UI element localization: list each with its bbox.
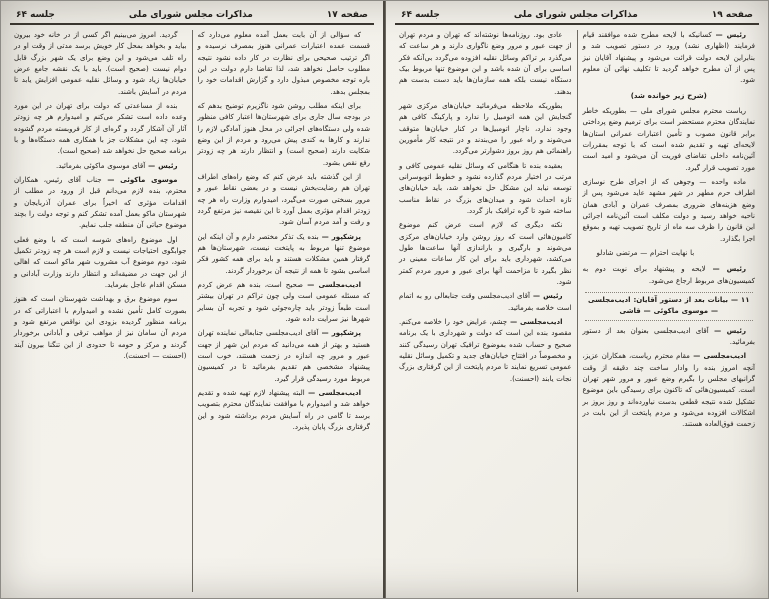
paragraph: ادیب‌مجلسی — چشم، عرایض خود را خلاصه می‌کنم. مقصود بنده این است که دولت و شهرداری با یک برنامه صحیح و حساب شده بموضوع ترافیک تهران رسیدگی کنند و مخصوصاً در افتتاح خیابان‌های جدید و تکمیل وسائل نقلیه عمومی تسریع نمایند تا مردم پایتخت از این گرفتاری بزرگ نجات یابند (احسنت). [399,317,572,383]
paragraph: موسوی ماکوئی — جناب آقای رئیس، همکاران محترم، بنده لازم می‌دانم قبل از ورود در مطلب از اقدامات مؤثری که اخیراً برای عمران آذربایجان و شهرستان ماکو بعمل آمده تشکر کنم و توجه دولت را بچند موضوع حیاتی آن منطقه جلب نمایم. [14,175,187,230]
agenda-heading: ۱۱ — بیانات بعد از دستور آقایان: ادیب‌مجلسی — موسوی ماکوئی — قاشی [585,292,754,321]
speaker-name: ادیب‌مجلسی — [507,317,563,326]
paragraph: بنده از مساعدتی که دولت برای تهران در این مورد وعده داده است تشکر می‌کنم و امیدوارم هر چه زودتر آثار آن آشکار گردد و گره‌ای از کار فروبسته مردم گشوده شود، چه این مشکلات جز با همکاری همه دستگاه‌ها و با برنامه صحیح حل نخواهد شد (صحیح است). [14,101,187,156]
paragraph: بعقیده بنده تا هنگامی که وسائل نقلیه عمومی کافی و مرتب در اختیار مردم گذارده نشود و خطوط اتوبوسرانی توسعه نیابد این مشکل حل نخواهد شد، باید خیابان‌های تازه احداث شود و میدان‌های بزرگ در نقاط مناسب ساخته شود تا گره ترافیک باز گردد. [399,161,572,215]
text-column-right [579,28,760,594]
page-17 [1,1,385,598]
speaker-name: ادیب‌مجلسی — [302,280,361,289]
paragraph: رئیس — آقای ادیب‌مجلسی وقت جنابعالی رو به اتمام است خلاصه بفرمائید. [399,292,572,312]
paragraph: رئیس — کسانیکه با لایحه مطرح شده موافقند قیام فرمایند (اظهاری نشد) ورود در دستور تصویب شد و بنابراین لایحه دولت قرائت می‌شود و پیشنهاد آقایان نیز پس از آن مطرح خواهد گردید تا تکلیف نهائی آن معلوم شود. [582,31,755,85]
paragraph: سوم موضوع برق و بهداشت شهرستان است که هنوز بصورت کامل تأمین نشده و امیدوارم با اعتباراتی که در برنامه منظور گردیده بزودی این نواقص مرتفع شود و مردم آن سامان نیز از مواهب ترقی و آبادانی برخوردار گردند و مرکز و حومه تا حدودی از این تنگنا بیرون آیند (احسنت — احسنت). [14,295,187,360]
text-column-right [194,28,375,594]
journal-title: مذاکرات مجلس شورای ملی [128,10,253,20]
column-divider [192,30,193,592]
text-column-left [395,28,576,594]
paragraph: اول موضوع راه‌های شوسه است که با وضع فعلی جوابگوی احتیاجات نیست و لازم است هر چه زودتر تکمیل شود، دوم موضوع آب مشروب شهر ماکو است که اهالی از این جهت در مضیقه‌اند و انتظار دارند وزارت آبادانی و مسکن اقدام عاجل بفرماید. [14,235,187,289]
text-columns [10,28,374,594]
speaker-name: ادیب‌مجلسی — [304,388,361,397]
paragraph: ادیب‌مجلسی — مقام محترم ریاست، همکاران عزیز، آنچه امروز بنده را وادار ساخت چند دقیقه از وقت گرانبهای مجلس را بگیرم وضع عبور و مرور شهر تهران است. کمیسیون‌هائی که تاکنون برای رسیدگی باین موضوع تشکیل شده نتیجه قطعی بدست نیاورده‌اند و روز بروز بر اشکالات افزوده می‌شود و مردم پایتخت از این بابت در زحمت فوق‌العاده هستند. [582,352,755,429]
paragraph: رئیس — لایحه و پیشنهاد برای نوبت دوم به کمیسیون‌های مربوط ارجاع می‌شود. [582,265,755,285]
paragraph: بطوریکه ملاحظه می‌فرمائید خیابان‌های مرکزی شهر گنجایش این همه اتومبیل را ندارد و پارکینگ کافی هم وجود ندارد، ناچار اتومبیل‌ها در کنار خیابان‌ها متوقف می‌شوند و راه عبور را می‌بندند و در نتیجه کار مأمورین راهنمائی هم روز بروز دشوارتر می‌گردد. [399,101,572,156]
column-divider [577,30,578,592]
paragraph: ماده واحده — وجوهی که از اجرای طرح نوسازی اطراف حرم مطهر در شهر مشهد عاید می‌شود پس از وضع هزینه‌های ضروری بمصرف عمران و آبادی همان ناحیه خواهد رسید و دولت مکلف است آئین‌نامه اجرائی این قانون را ظرف سه ماه از تاریخ تصویب تهیه و بموقع اجرا بگذارد. [582,177,755,243]
speaker-name: رئیس — [145,161,178,170]
paragraph: گردید. امروز می‌بینیم اگر کسی از در خانه خود بیرون بیاید و بخواهد بمحل کار خویش برسد مدتی از وقت او در راه تلف می‌شود و این وضع برای یک شهر بزرگ قابل دوام نیست (صحیح است). باید با یک نقشه جامع عرض خیابان‌ها زیاد شود و وسائل نقلیه عمومی افزایش یابد تا مردم در آسایش باشند. [14,31,187,96]
speaker-name: موسوی ماکوئی — [101,175,178,184]
speaker-name: رئیس — [705,265,746,274]
page-number-label: صفحه ۱۷ [326,10,368,20]
page-19 [385,1,768,598]
text-columns [395,28,759,594]
speaker-name: پزشکپور — [318,232,361,241]
paragraph: از این گذشته باید عرض کنم که وضع راه‌های اطراف تهران هم رضایت‌بخش نیست و در بعضی نقاط عبور و مرور بسختی صورت می‌گیرد، امیدوارم وزارت راه هر چه زودتر اقدام مؤثری بعمل آورد تا این نقیصه نیز مرتفع گردد و رفت و آمد مردم آسان شود. [197,172,370,227]
paragraph: پزشکپور — بنده یک تذکر مختصر دارم و آن اینکه این موضوع تنها مربوط به پایتخت نیست، شهرستان‌ها هم گرفتار همین مشکلات هستند و باید برای همه کشور فکر اساسی بشود تا همه از نتیجه آن برخوردار گردند. [197,232,370,275]
signature-line: با نهایت احترام — مرتضی شادلو [596,248,695,257]
paragraph: ادیب‌مجلسی — البته پیشنهاد لازم تهیه شده و تقدیم خواهد شد و امیدوارم با موافقت نمایندگان محترم بتصویب برسد تا گامی در راه آسایش مردم برداشته شود و این گرفتاری بزرگ پایان پذیرد. [197,388,370,431]
paragraph: ریاست محترم مجلس شورای ملی — بطوریکه خاطر نمایندگان محترم مستحضر است برای ترمیم وضع پرداختی برابر قانون مصوب و تأمین اعتبارات عمرانی استان‌ها لایحه‌ای تهیه و تقدیم شده است که با توجه بمقررات آئین‌نامه داخلی تقاضای فوریت آن می‌شود و امید است مورد تصویب قرار گیرد. [582,106,755,172]
paragraph: پزشکپور — آقای ادیب‌مجلسی جنابعالی نماینده تهران هستید و بهتر از همه می‌دانید که مردم این شهر از جهت عبور و مرور چه اندازه در زحمت هستند، خوب است پیشنهاد مشخصی هم تقدیم بفرمائید تا در کمیسیون مربوط مورد رسیدگی قرار گیرد. [197,329,370,383]
speaker-name: پزشکپور — [318,329,361,338]
journal-title: مذاکرات مجلس شورای ملی [513,10,638,20]
speaker-name: رئیس — [529,292,563,301]
page-header [10,8,374,25]
paragraph: رئیس — آقای موسوی ماکوئی بفرمائید. [55,161,178,170]
speaker-name: رئیس — [708,326,746,335]
session-label: جلسه ۶۴ [401,10,440,20]
paragraph: ادیب‌مجلسی — صحیح است، بنده هم عرض کردم که مسئله عمومی است ولی چون تراکم در تهران بیشتر است طبعاً زودتر باید چاره‌جوئی شود و تجربه آن بسایر شهرها نیز سرایت داده شود. [197,280,370,323]
speaker-name: ادیب‌مجلسی — [689,352,746,361]
centered-note: (شرح زیر خوانده شد) [630,91,707,100]
paragraph: نکته دیگری که لازم است عرض کنم موضوع کامیون‌هائی است که روز روشن وارد خیابان‌های مرکزی می‌شوند و بارگیری و باراندازی آنها ساعت‌ها طول می‌کشد، شهرداری باید برای این کار ساعات معینی در نظر بگیرد تا مزاحمت آنها برای عبور و مرور مردم کمتر شود. [399,221,572,286]
session-label: جلسه ۶۴ [16,10,55,20]
page-number-label: صفحه ۱۹ [711,10,753,20]
paragraph: که سؤالی از آن بابت بعمل آمده معلوم می‌دارد که قسمت عمده اعتبارات عمرانی هنوز بمصرف نرسیده و اگر ترتیب صحیحی برای نظارت در کار داده نشود نتیجه مطلوب حاصل نخواهد شد، لذا تقاضا دارم دولت در این باره توجه مخصوص مبذول دارد و گزارش اقدامات خود را بمجلس بدهد. [197,31,370,96]
paragraph: عادی بود. روزنامه‌ها نوشته‌اند که تهران و مردم تهران از جهت عبور و مرور وضع ناگواری دارند و هر ساعت که می‌گذرد بر تراکم وسائل نقلیه افزوده می‌گردد بی‌آنکه فکر اساسی برای آن شده باشد و این موضوع تنها مربوط بیک دستگاه نیست بلکه همه سازمان‌ها باید دست بدست هم بدهند. [399,31,572,96]
text-column-left [10,28,191,594]
two-page-spread [1,1,768,598]
paragraph: برای اینکه مطلب روشن شود ناگزیرم توضیح بدهم که در بودجه سال جاری برای شهرستان‌ها اعتبار کافی منظور شده ولی دستگاه‌های اجرائی در محل هنوز آمادگی لازم را ندارند و کارها به کندی پیش می‌رود و مردم از این وضع شکایت دارند (صحیح است) و انتظار دارند هر چه زودتر رفع نقص بشود. [197,101,370,167]
page-header [395,8,759,25]
speaker-name: رئیس — [711,31,746,39]
paragraph: رئیس — آقای ادیب‌مجلسی بعنوان بعد از دستور بفرمائید. [582,326,755,346]
